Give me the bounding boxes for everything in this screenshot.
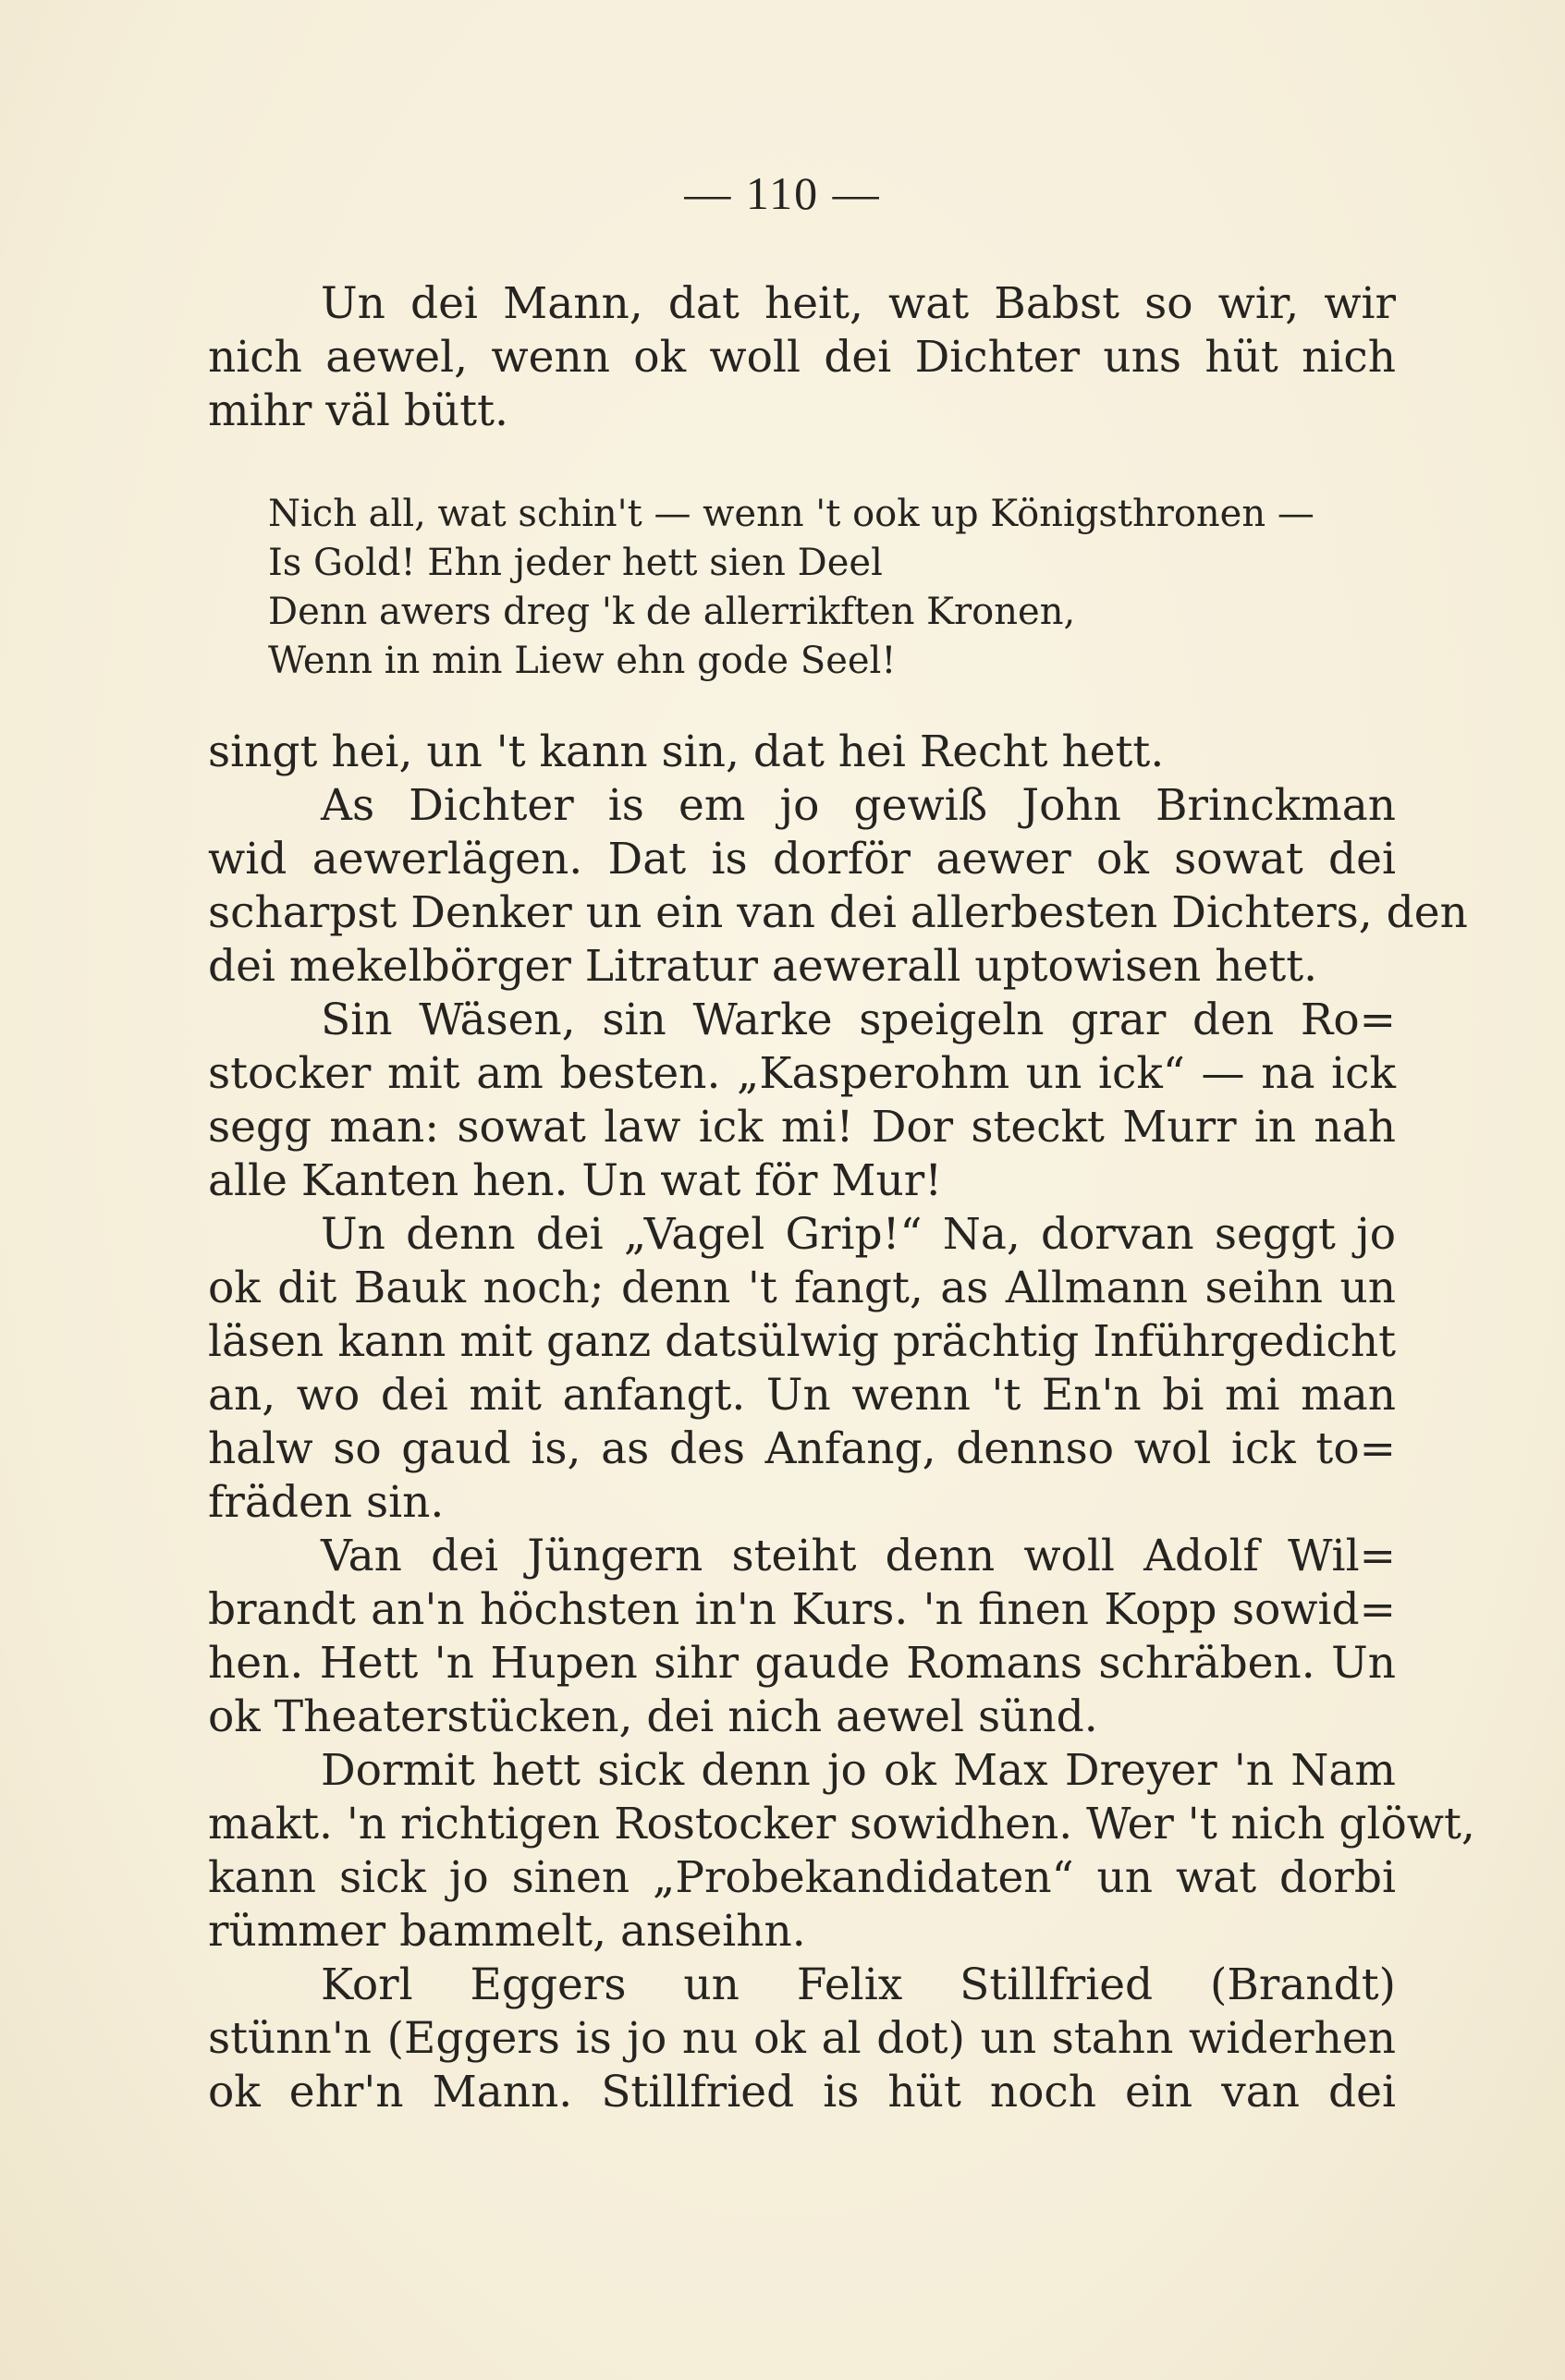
intro-paragraph <box>208 277 1396 438</box>
text-line: hen. Hett 'n Hupen sihr gaude Romans schräben. Un <box>208 1638 1396 1689</box>
text-line: stocker mit am besten. „Kasperohm un ick“ — na ick <box>208 1048 1396 1099</box>
text-line: kann sick jo sinen „Probekandidaten“ un wat dorbi <box>208 1852 1396 1903</box>
text-line: Korl Eggers un Felix Stillfried (Brandt) <box>321 1959 1396 2010</box>
text-line: stünn'n (Eggers is jo nu ok al dot) un stahn widerhen <box>208 2013 1396 2064</box>
text-line: As Dichter is em jo gewiß John Brinckman <box>321 780 1396 831</box>
text-line: läsen kann mit ganz datsülwig prächtig Inführgedicht <box>208 1316 1396 1367</box>
text-line: dei mekelbörger Litratur aewerall uptowisen hett. <box>208 941 1318 992</box>
text-line: an, wo dei mit anfangt. Un wenn 't En'n bi mi man <box>208 1370 1396 1421</box>
page-number: — 110 — <box>684 167 881 219</box>
text-line: rümmer bammelt, anseihn. <box>208 1906 806 1957</box>
text-line: singt hei, un 't kann sin, dat hei Recht hett. <box>208 726 1165 777</box>
verse-line: Is Gold! Ehn jeder hett sien Deel <box>268 542 883 584</box>
text-line: ok ehr'n Mann. Stillfried is hüt noch ein van dei <box>208 2067 1396 2118</box>
text-line: ok dit Bauk noch; denn 't fangt, as Allmann seihn un <box>208 1263 1396 1313</box>
text-line: Sin Wäsen, sin Warke speigeln grar den Ro= <box>321 995 1396 1045</box>
text-line: alle Kanten hen. Un wat för Mur! <box>208 1155 943 1206</box>
text-line: makt. 'n richtigen Rostocker sowidhen. Wer 't nich glöwt, <box>208 1799 1475 1849</box>
text-line: ok Theaterstücken, dei nich aewel sünd. <box>208 1691 1098 1742</box>
verse-line: Nich all, wat schin't — wenn 't ook up Königsthronen — <box>268 493 1314 535</box>
text-line: Un dei Mann, dat heit, wat Babst so wir, wir <box>321 278 1396 329</box>
text-line: mihr väl bütt. <box>208 385 508 436</box>
text-line: Van dei Jüngern steiht denn woll Adolf Wil= <box>321 1531 1396 1581</box>
text-line: nich aewel, wenn ok woll dei Dichter uns hüt nich <box>208 332 1396 383</box>
text-line: halw so gaud is, as des Anfang, dennso wol ick to= <box>208 1423 1396 1474</box>
text-line: Un denn dei „Vagel Grip!“ Na, dorvan seggt jo <box>321 1209 1396 1260</box>
text-line: Dormit hett sick denn jo ok Max Dreyer 'n Nam <box>321 1745 1396 1796</box>
text-line: brandt an'n höchsten in'n Kurs. 'n finen Kopp sowid= <box>208 1584 1396 1635</box>
text-line: fräden sin. <box>208 1477 445 1528</box>
text-line: scharpst Denker un ein van dei allerbesten Dichters, den <box>208 887 1468 938</box>
verse-line: Denn awers dreg 'k de allerrikften Kronen, <box>268 591 1076 633</box>
verse-line: Wenn in min Liew ehn gode Seel! <box>268 640 897 682</box>
body-text <box>208 726 1475 2119</box>
text-line: segg man: sowat law ick mi! Dor steckt Murr in nah <box>208 1102 1396 1153</box>
text-line: wid aewerlägen. Dat is dorför aewer ok sowat dei <box>208 834 1396 885</box>
verse-stanza <box>268 490 1314 686</box>
